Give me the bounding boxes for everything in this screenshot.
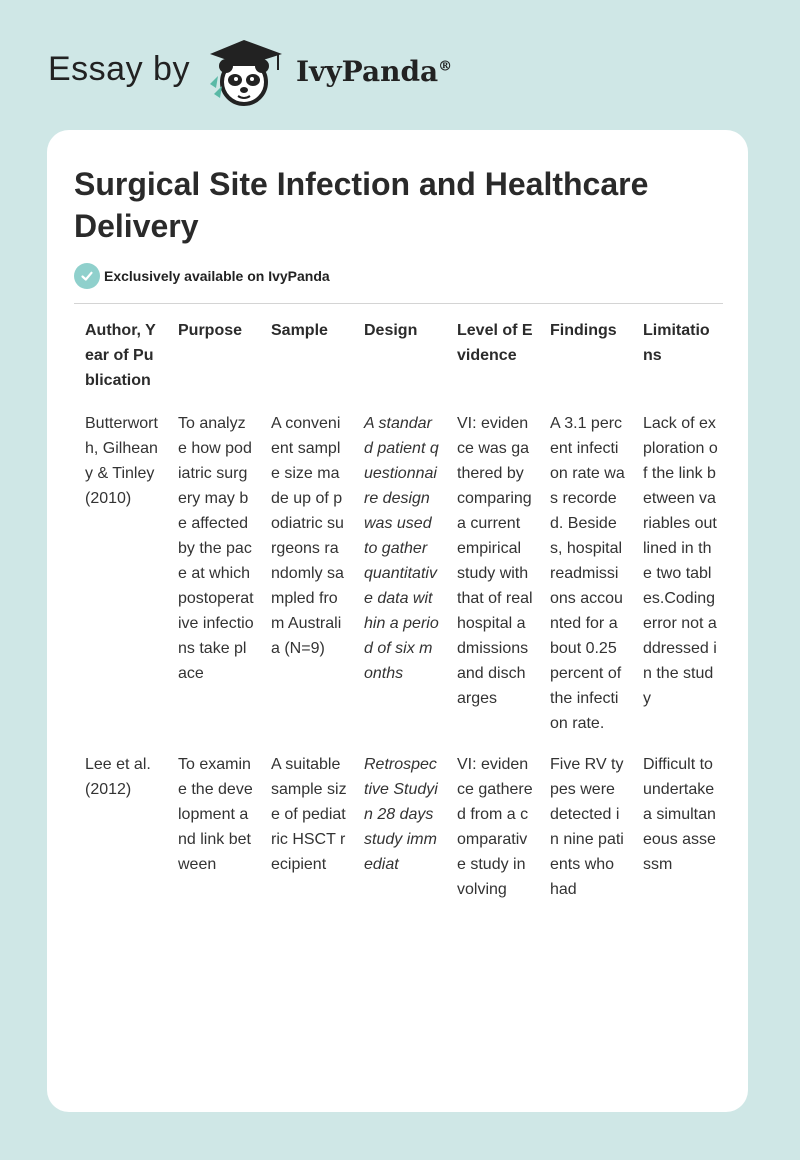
divider [74,303,723,304]
header-limitations: Limitations [643,322,710,364]
header-findings: Findings [550,322,617,339]
header-design: Design [364,322,418,339]
brand-header [48,36,568,108]
header-level-of-evidence: Level of Evidence [457,322,533,364]
cell-findings: Five RV types were detected in nine patients who had [550,756,624,898]
cell-level-of-evidence: VI: evidence was gathered by comparing a current empirical study with that of real hospital admissions and discharges [457,415,533,707]
cell-sample: A suitable sample size of pediatric HSCT recipient [271,756,347,873]
header-sample: Sample [271,322,328,339]
table-row [74,411,725,752]
cell-design: Retrospective Studyin 28 daysstudy immediat [364,756,438,873]
cell-purpose: To analyze how podiatric surgery may be affected by the pace at which postoperative infections take place [178,415,254,682]
cell-level-of-evidence: VI: evidence gathered from a comparative study involving [457,756,533,898]
exclusive-badge [74,263,330,289]
article-card [47,130,748,1112]
cell-design: A standard patient questionnaire designwas used to gather quantitative data within a period of six months [364,415,439,682]
page-title: Surgical Site Infection and Healthcare Delivery [74,166,649,244]
cell-findings: A 3.1 percent infection rate was recorded. Besides, hospital readmissions accounted for about 0.25 percent of the infection rate. [550,415,625,732]
header-author-year: Author, Year of Publication [85,322,156,389]
cell-limitations: Lack of exploration of the link between variables outlined in the two tables.Coding error not addressed in the study [643,415,718,707]
cell-sample: A convenient sample size made up of podiatric surgeons randomly sampled from Australia (N=9) [271,415,344,657]
brand-prefix: Essay by [48,50,190,88]
cell-limitations: Difficult to undertake a simultaneous assessm [643,756,716,873]
cell-author-year: Butterworth, Gilheany & Tinley (2010) [85,415,158,507]
cell-author-year: Lee et al. (2012) [85,756,151,798]
evidence-table [74,318,725,918]
cell-purpose: To examine the development and link between [178,756,253,873]
table-header-row [74,318,725,411]
badge-text: Exclusively available on IvyPanda [104,268,330,284]
brand-name: IvyPanda® [296,55,453,88]
header-purpose: Purpose [178,322,243,339]
table-row [74,752,725,918]
check-circle-icon [74,263,100,289]
panda-graduate-icon [204,36,288,108]
